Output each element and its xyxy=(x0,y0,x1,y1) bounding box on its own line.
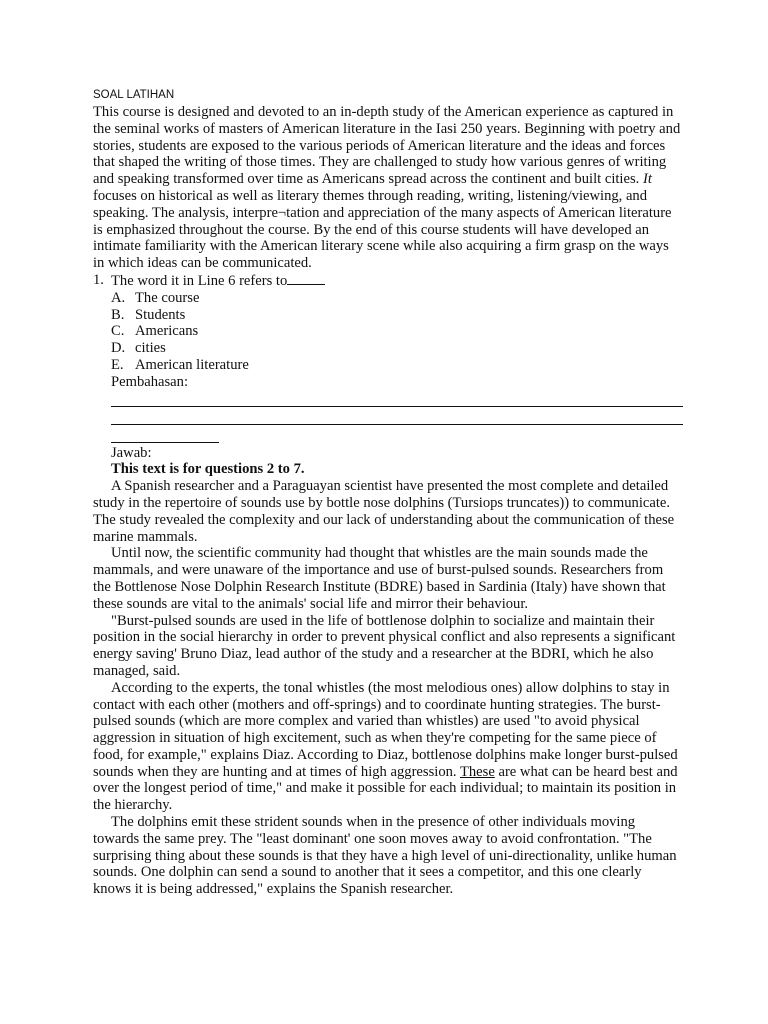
question-1-number: 1. xyxy=(93,271,104,288)
answer-line-1 xyxy=(111,391,683,407)
option-text: American literature xyxy=(135,356,249,373)
option-a xyxy=(111,290,683,307)
option-text: Americans xyxy=(135,323,199,340)
option-text: cities xyxy=(135,340,166,357)
option-b xyxy=(111,307,683,324)
option-text: Students xyxy=(135,306,186,323)
passage-2-paragraph-2: Until now, the scientific community had thought that whistles are the main sounds made the mammals, and were unaware of the importance and use of burst-pulsed sounds. Researchers from the Bottlenose Nose Dolphin Research Institute (BDRE) based in Sardinia (Italy) have shown that these sounds are vital to the animals' social life and mirror their behaviour. xyxy=(93,545,666,612)
page-heading: SOAL LATIHAN xyxy=(93,89,175,101)
question-1-options xyxy=(111,290,683,374)
option-c xyxy=(111,323,683,340)
passage-1-it-word: It xyxy=(642,171,652,188)
pembahasan-block xyxy=(111,374,683,478)
option-d xyxy=(111,340,683,357)
document-page xyxy=(93,88,683,898)
option-text: The course xyxy=(135,289,200,306)
passage-1 xyxy=(93,104,683,272)
answer-blank xyxy=(287,272,325,285)
passage-2-paragraph-4 xyxy=(93,680,683,814)
option-letter: D. xyxy=(111,340,126,357)
paragraph-4-text-a: According to the experts, the tonal whistles (the most melodious ones) allow dolphins to stay in contact with each other (mothers and off-springs) and to coordinate hunting strategies. The burst-pulsed sounds (which are more complex and varied than whistles) are used "to avoid physical aggression in situation of high excitement, such as when they're competing for the same piece of food, for example," explains Diaz. According to Diaz, bottlenose dolphins make longer burst-pulsed sounds when they are hunting and at times of high aggression. xyxy=(93,679,678,780)
passage-1-text-a: This course is designed and devoted to an in-depth study of the American experience as captured in the seminal works of masters of American literature in the Iasi 250 years. Beginning with poetry and stories, students are exposed to the various periods of American literature and the ideas and forces that shaped the writing of those times. They are challenged to study how various genres of writing and speaking transformed over time as Americans spread across the continent and built cities. xyxy=(93,104,681,188)
passage-1-text-b: focuses on historical as well as literary themes through reading, writing, listening/viewing, and speaking. The analysis, interpre¬tation and appreciation of the many aspects of American literature is emphasized throughout the course. By the end of this course students will have developed an intimate familiarity with the American literary scene while also acquiring a firm grasp on the ways in which ideas can be communicated. xyxy=(93,187,672,272)
passage-2-paragraph-5: The dolphins emit these strident sounds when in the presence of other individuals moving towards the same prey. The "least dominant' one soon moves away to avoid confrontation. "The surprising thing about these sounds is that they have a high level of uni-directionality, unlike human sounds. One dolphin can send a sound to another that it sees a competitor, and this one clearly knows it is being addressed," explains the Spanish researcher. xyxy=(93,814,677,898)
underlined-word: These xyxy=(459,763,495,780)
question-1 xyxy=(93,272,683,290)
option-letter: B. xyxy=(111,306,125,323)
answer-line-3 xyxy=(111,427,219,443)
option-letter: A. xyxy=(111,289,126,306)
option-e xyxy=(111,357,683,374)
section-2-title: This text is for questions 2 to 7. xyxy=(111,461,305,478)
answer-line-2 xyxy=(111,409,683,425)
jawab-label: Jawab: xyxy=(111,444,152,461)
passage-2-paragraph-1: A Spanish researcher and a Paraguayan scientist have presented the most complete and detailed study in the repertoire of sounds use by bottle nose dolphins (Tursiops truncates)) to communicate. The study revealed the complexity and our lack of understanding about the communication of these marine mammals. xyxy=(93,478,675,545)
option-letter: E. xyxy=(111,356,124,373)
pembahasan-label: Pembahasan: xyxy=(111,373,189,390)
question-1-text xyxy=(111,272,325,290)
paragraph-4-text-b: are what can be heard best and over the longest period of time," and make it possible for each individual; to maintain its position in the hierarchy. xyxy=(93,763,678,814)
option-letter: C. xyxy=(111,323,125,340)
question-1-stem: The word it in Line 6 refers to xyxy=(111,272,288,289)
passage-2-paragraph-3: "Burst-pulsed sounds are used in the life of bottlenose dolphin to socialize and maintain their position in the social hierarchy in order to prevent physical conflict and also represents a significant energy saving' Bruno Diaz, lead author of the study and a researcher at the BDRI, which he also managed, said. xyxy=(93,612,676,679)
